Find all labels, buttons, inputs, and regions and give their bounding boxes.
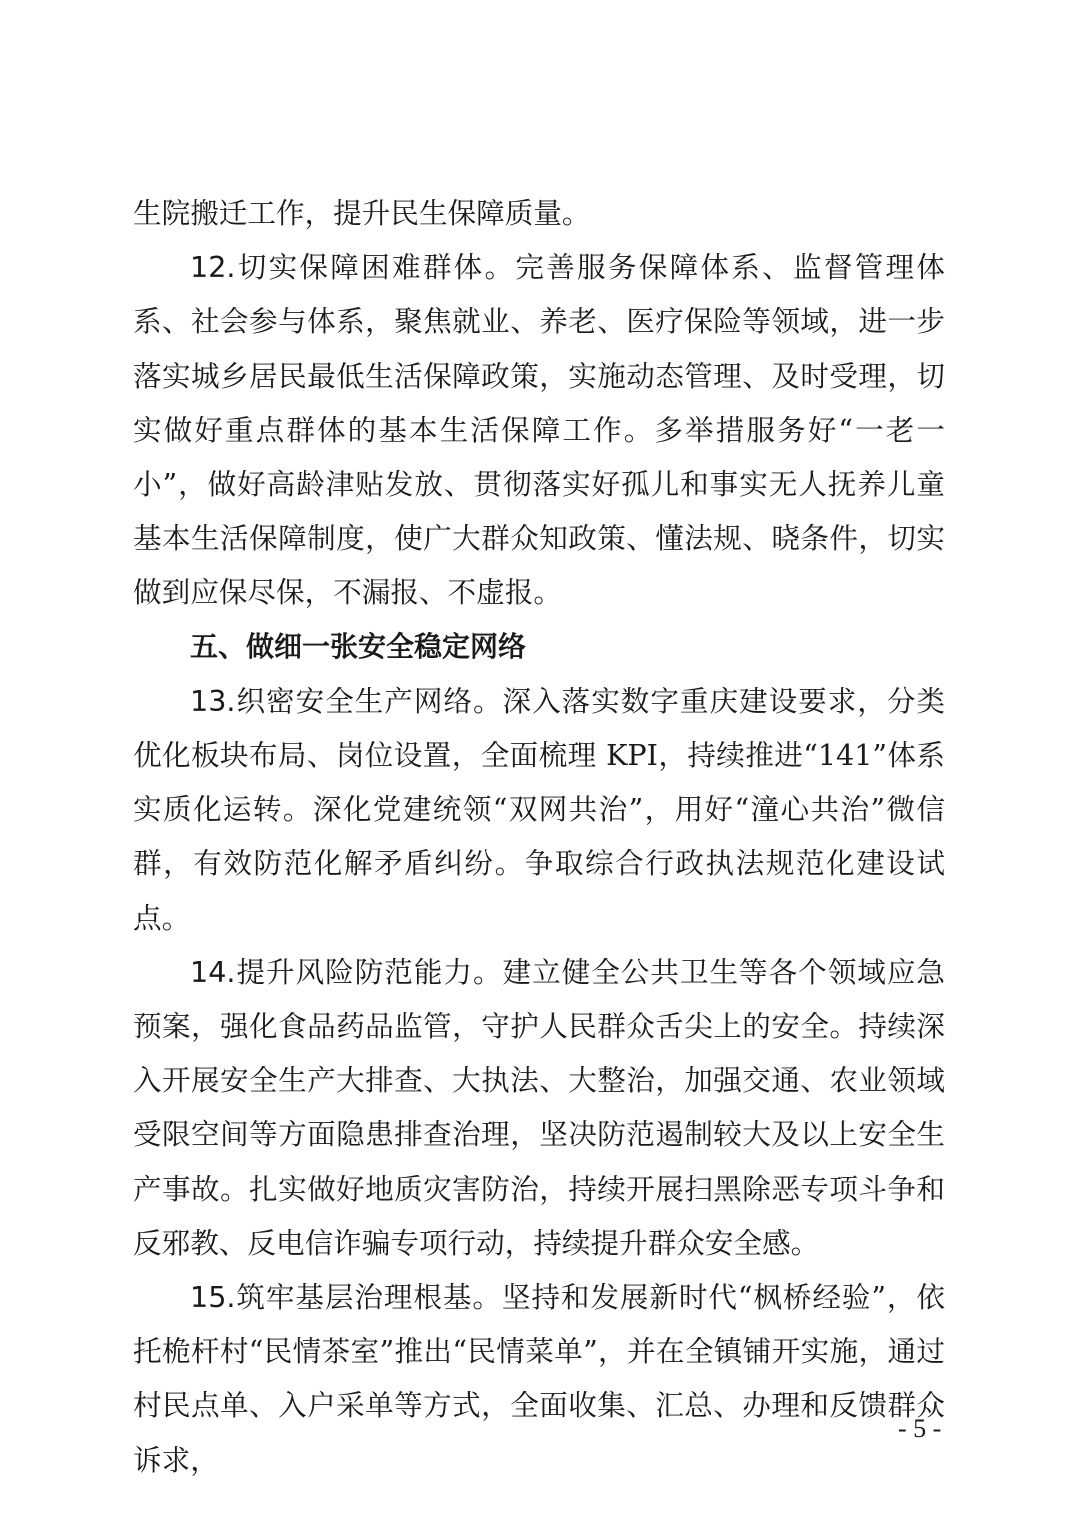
paragraph-continuation: 生院搬迁工作，提升民生保障质量。 bbox=[133, 196, 591, 230]
paragraph-item-14 bbox=[133, 945, 945, 1270]
paragraph-item-15 bbox=[133, 1270, 945, 1487]
page-number: - 5 - bbox=[898, 1414, 942, 1443]
section-heading: 五、做细一张安全稳定网络 bbox=[190, 629, 527, 663]
item-15-lead: 15.筑牢基层治理根基。 bbox=[190, 1280, 502, 1315]
item-15-text: 坚持和发展新时代“枫桥经验”，依托桅杆村“民情茶室”推出“民情菜单”，并在全镇铺开实施，通过村民点单、入户采单等方式，全面收集、汇总、办理和反馈群众诉求， bbox=[133, 1280, 945, 1477]
document-body bbox=[133, 186, 945, 1487]
item-12-text: 完善服务保障体系、监督管理体系、社会参与体系，聚焦就业、养老、医疗保险等领域，进一步落实城乡居民最低生活保障政策，实施动态管理、及时受理，切实做好重点群体的基本生活保障工作。多举措服务好“一老一小”，做好高龄津贴发放、贯彻落实好孤儿和事实无人抚养儿童基本生活保障制度，使广大群众知政策、懂法规、晓条件，切实做到应保尽保，不漏报、不虚报。 bbox=[133, 250, 945, 610]
item-13-lead: 13.织密安全生产网络。 bbox=[190, 683, 503, 718]
item-12-lead: 12.切实保障困难群体。 bbox=[190, 250, 516, 285]
paragraph-item-12 bbox=[133, 240, 945, 619]
item-13-text: 深入落实数字重庆建设要求，分类优化板块布局、岗位设置，全面梳理 KPI，持续推进“141”体系实质化运转。深化党建统领“双网共治”，用好“潼心共治”微信群，有效防范化解矛盾纠纷。争取综合行政执法规范化建设试点。 bbox=[133, 683, 945, 935]
paragraph-item-13 bbox=[133, 674, 945, 945]
item-14-text: 建立健全公共卫生等各个领域应急预案，强化食品药品监管，守护人民群众舌尖上的安全。持续深入开展安全生产大排查、大执法、大整治，加强交通、农业领域受限空间等方面隐患排查治理，坚决防范遏制较大及以上安全生产事故。扎实做好地质灾害防治，持续开展扫黑除恶专项斗争和反邪教、反电信诈骗专项行动，持续提升群众安全感。 bbox=[133, 954, 945, 1260]
item-14-lead: 14.提升风险防范能力。 bbox=[190, 954, 503, 989]
